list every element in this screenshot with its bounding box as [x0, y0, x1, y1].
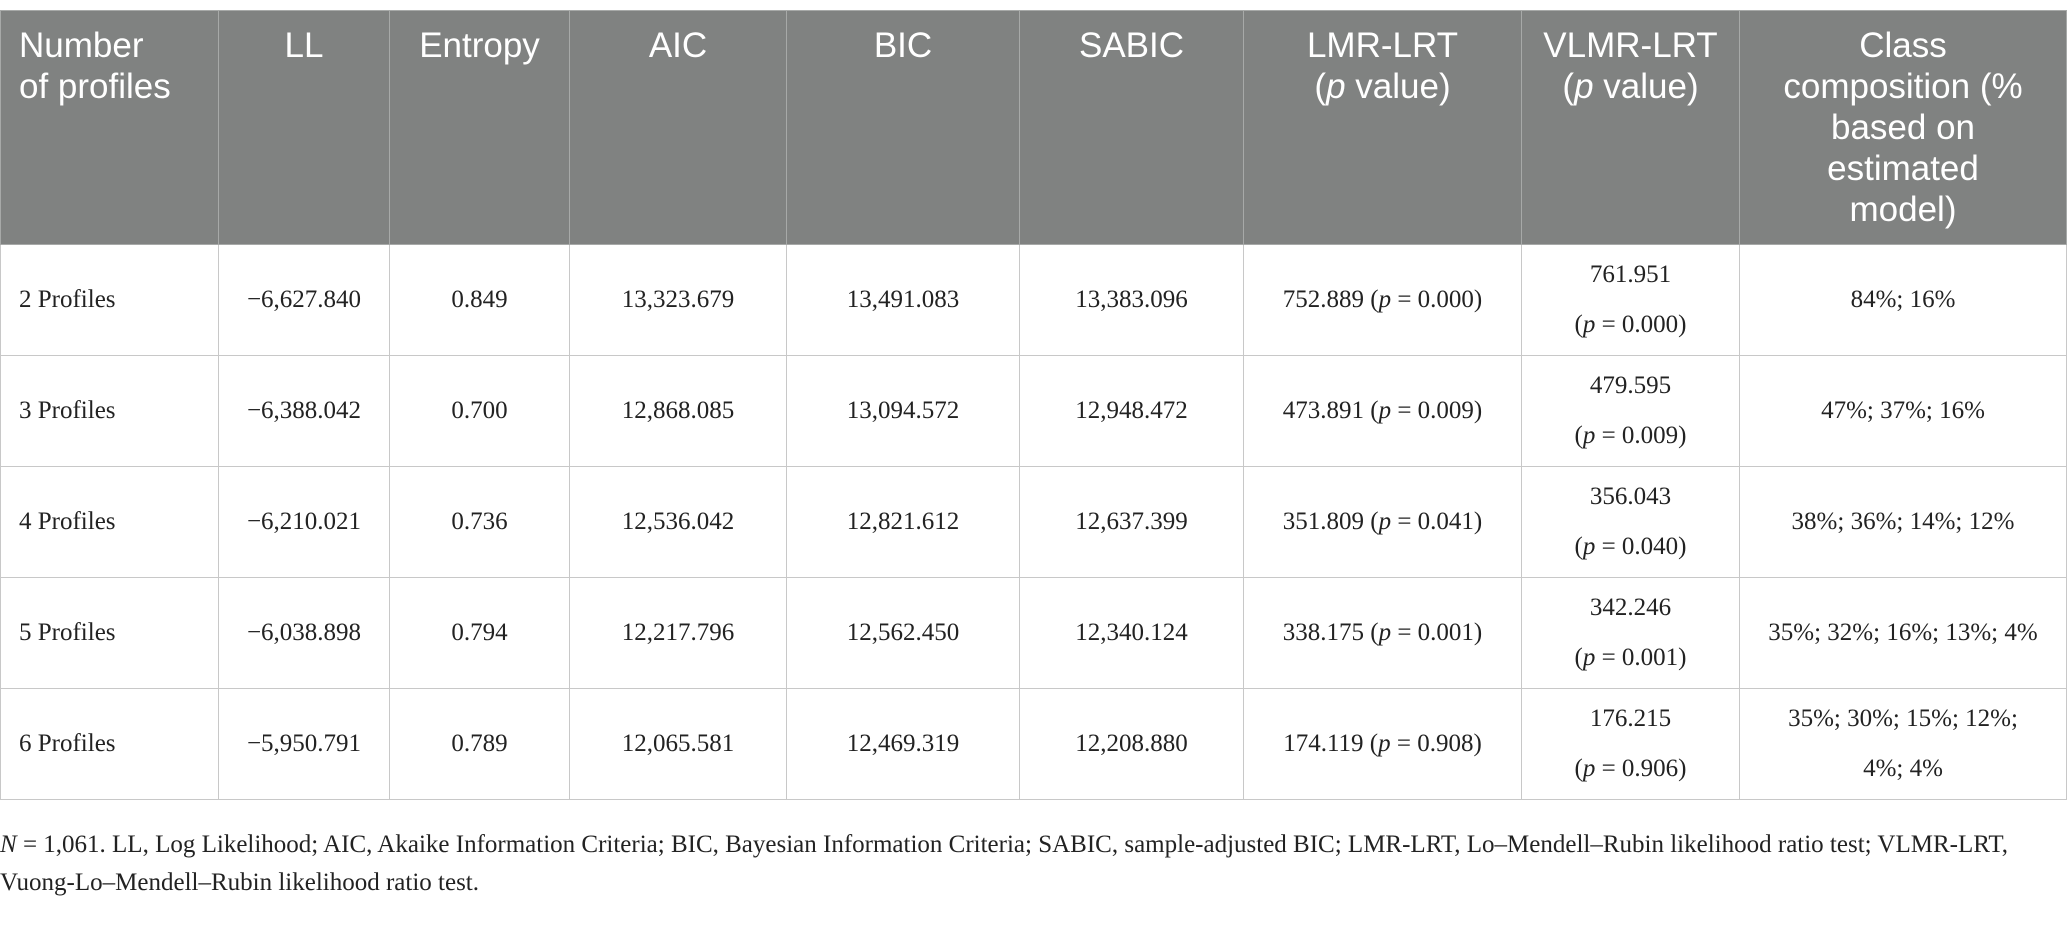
cell-sabic: 12,208.880 [1020, 689, 1244, 800]
header-lmr-lrt-line-2: (p value) [1314, 67, 1451, 106]
header-class-composition-line-2: composition (% [1783, 67, 2023, 106]
cell-bic: 13,491.083 [787, 245, 1020, 356]
cell-class-composition [1740, 578, 2067, 689]
header-number-of-profiles-line-1: Number [19, 26, 144, 65]
cell-profiles: 2 Profiles [1, 245, 219, 356]
cell-class-line-1: 35%; 30%; 15%; 12%; [1788, 705, 2018, 732]
cell-vlmr-value: 761.951 [1589, 261, 1672, 288]
cell-bic: 12,562.450 [787, 578, 1020, 689]
cell-lmr-lrt: 338.175 (p = 0.001) [1244, 578, 1522, 689]
cell-entropy: 0.700 [390, 356, 570, 467]
cell-class-composition [1740, 245, 2067, 356]
header-class-composition-line-1: Class [1859, 26, 1947, 65]
cell-lmr-lrt: 351.809 (p = 0.041) [1244, 467, 1522, 578]
cell-vlmr-p: (p = 0.040) [1574, 533, 1687, 560]
cell-vlmr-p: (p = 0.000) [1574, 311, 1687, 338]
cell-profiles: 6 Profiles [1, 689, 219, 800]
cell-vlmr-value: 176.215 [1589, 705, 1672, 732]
cell-profiles: 4 Profiles [1, 467, 219, 578]
cell-lmr-lrt: 752.889 (p = 0.000) [1244, 245, 1522, 356]
cell-sabic: 12,637.399 [1020, 467, 1244, 578]
cell-aic: 13,323.679 [570, 245, 787, 356]
header-number-of-profiles-line-2: of profiles [19, 67, 171, 106]
table-header [1, 11, 2067, 245]
cell-vlmr-value: 479.595 [1589, 372, 1672, 399]
cell-vlmr-value: 356.043 [1589, 483, 1672, 510]
table-row [1, 356, 2067, 467]
cell-vlmr-lrt [1522, 578, 1740, 689]
cell-class-composition [1740, 467, 2067, 578]
header-sabic: SABIC [1020, 11, 1244, 245]
cell-lmr-lrt: 473.891 (p = 0.009) [1244, 356, 1522, 467]
cell-vlmr-p: (p = 0.009) [1574, 422, 1687, 449]
cell-bic: 13,094.572 [787, 356, 1020, 467]
cell-vlmr-lrt [1522, 689, 1740, 800]
table-row [1, 578, 2067, 689]
header-entropy: Entropy [390, 11, 570, 245]
cell-ll: −5,950.791 [219, 689, 390, 800]
header-class-composition-line-4: estimated [1827, 149, 1979, 188]
header-row [1, 11, 2067, 245]
cell-bic: 12,469.319 [787, 689, 1020, 800]
cell-vlmr-value: 342.246 [1589, 594, 1672, 621]
header-class-composition [1740, 11, 2067, 245]
cell-aic: 12,868.085 [570, 356, 787, 467]
header-ll: LL [219, 11, 390, 245]
cell-aic: 12,065.581 [570, 689, 787, 800]
cell-ll: −6,627.840 [219, 245, 390, 356]
cell-ll: −6,038.898 [219, 578, 390, 689]
cell-profiles: 5 Profiles [1, 578, 219, 689]
model-fit-table [0, 10, 2067, 800]
cell-vlmr-p: (p = 0.001) [1574, 644, 1687, 671]
cell-entropy: 0.736 [390, 467, 570, 578]
cell-vlmr-lrt [1522, 245, 1740, 356]
cell-aic: 12,536.042 [570, 467, 787, 578]
cell-entropy: 0.849 [390, 245, 570, 356]
table-row [1, 467, 2067, 578]
header-vlmr-lrt-line-1: VLMR-LRT [1543, 26, 1718, 65]
cell-class-line-1: 35%; 32%; 16%; 13%; 4% [1768, 619, 2038, 646]
cell-bic: 12,821.612 [787, 467, 1020, 578]
table-row [1, 689, 2067, 800]
cell-class-line-1: 38%; 36%; 14%; 12% [1791, 508, 2015, 535]
cell-aic: 12,217.796 [570, 578, 787, 689]
cell-class-line-2: 4%; 4% [1863, 755, 1943, 782]
cell-vlmr-lrt [1522, 356, 1740, 467]
table-row [1, 245, 2067, 356]
cell-lmr-lrt: 174.119 (p = 0.908) [1244, 689, 1522, 800]
cell-sabic: 12,340.124 [1020, 578, 1244, 689]
header-class-composition-line-5: model) [1849, 190, 1957, 229]
cell-ll: −6,388.042 [219, 356, 390, 467]
header-class-composition-line-3: based on [1830, 108, 1976, 147]
cell-sabic: 12,948.472 [1020, 356, 1244, 467]
cell-class-composition [1740, 689, 2067, 800]
cell-sabic: 13,383.096 [1020, 245, 1244, 356]
cell-vlmr-p: (p = 0.906) [1574, 755, 1687, 782]
cell-entropy: 0.794 [390, 578, 570, 689]
table-footnote: N = 1,061. LL, Log Likelihood; AIC, Akaike Information Criteria; BIC, Bayesian Information Criteria; SABIC, sample-adjusted BIC; LMR-LRT, Lo–Mendell–Rubin likelihood ratio test; VLMR-LRT, Vuong-Lo–Mendell–Rubin likelihood ratio test. [0, 831, 2009, 896]
cell-vlmr-lrt [1522, 467, 1740, 578]
header-lmr-lrt-line-1: LMR-LRT [1306, 26, 1459, 65]
table-body [1, 245, 2067, 800]
cell-class-composition [1740, 356, 2067, 467]
header-lmr-lrt [1244, 11, 1522, 245]
header-aic: AIC [570, 11, 787, 245]
cell-entropy: 0.789 [390, 689, 570, 800]
cell-ll: −6,210.021 [219, 467, 390, 578]
cell-profiles: 3 Profiles [1, 356, 219, 467]
header-number-of-profiles [1, 11, 219, 245]
header-bic: BIC [787, 11, 1020, 245]
header-vlmr-lrt-line-2: (p value) [1562, 67, 1699, 106]
header-vlmr-lrt [1522, 11, 1740, 245]
cell-class-line-1: 84%; 16% [1850, 286, 1956, 313]
cell-class-line-1: 47%; 37%; 16% [1821, 397, 1985, 424]
